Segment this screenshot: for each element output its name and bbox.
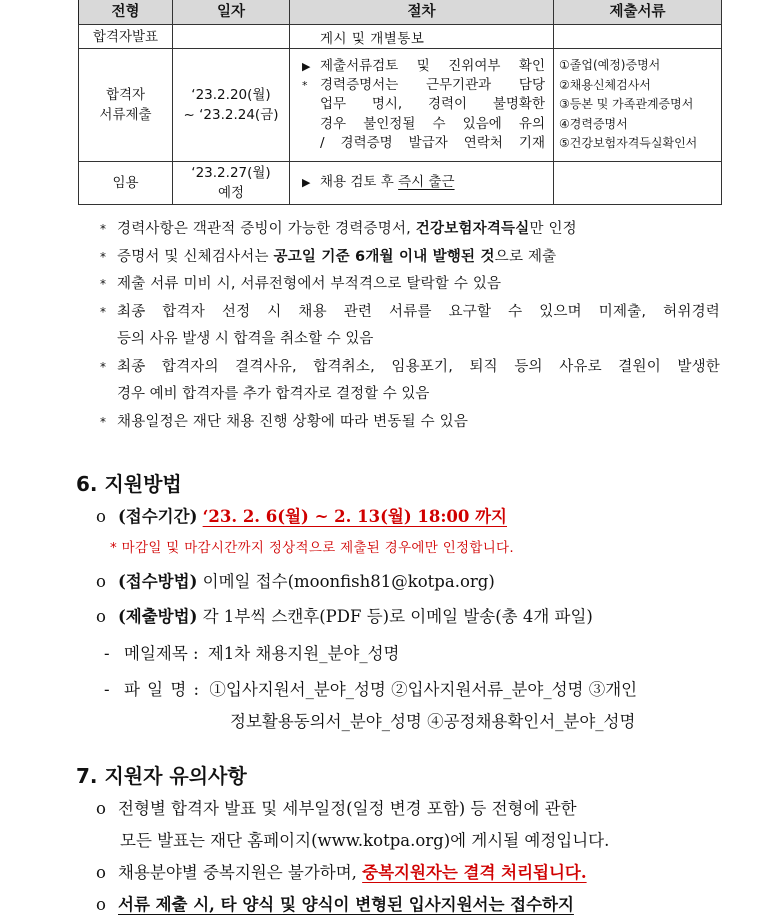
apply-period-note: * 마감일 및 마감시간까지 정상적으로 제출된 경우에만 인정합니다.	[110, 540, 514, 556]
submit-stage-line2: 서류제출	[99, 107, 152, 123]
header-date: 일자	[173, 0, 290, 25]
appoint-proc-item	[302, 173, 545, 192]
asterisk-icon: *	[100, 414, 106, 429]
announce-date	[173, 25, 290, 49]
appoint-procedure	[290, 162, 554, 205]
dash-marker: -	[104, 680, 110, 699]
mail-subject	[104, 640, 399, 664]
table-row-submit	[79, 49, 722, 162]
submit-date-line2: ~ ‘23.2.24(금)	[183, 107, 279, 123]
note-2-bold: 공고일 기준 6개월 이내 발행된 것	[273, 248, 495, 265]
note-3-text: 제출 서류 미비 시, 서류전형에서 부적격으로 탈락할 수 있음	[117, 276, 502, 292]
submit-method-label: (제출방법)	[118, 607, 198, 626]
bullet-o: o	[96, 507, 106, 526]
note-1-bold: 건강보험자격득실	[415, 221, 530, 237]
apply-period-value: ‘23. 2. 6(월) ~ 2. 13(월) 18:00 까지	[202, 507, 508, 526]
note-4-line1: 최종 합격자 선정 시 채용 관련 서류를 요구할 수 있으며 미제출, 허위경력	[117, 303, 720, 320]
appoint-date-line2: 예정	[217, 185, 245, 201]
file-names-line2: 정보활용동의서_분야_성명 ④공정채용확인서_분야_성명	[230, 712, 636, 731]
submit-procedure	[290, 49, 554, 162]
bullet-o: o	[96, 799, 106, 818]
notice-3	[96, 891, 574, 915]
submit-proc-line4-row	[302, 134, 545, 153]
announce-docs	[554, 25, 722, 49]
appoint-proc-text	[320, 173, 545, 192]
submit-proc-item-2	[302, 76, 545, 95]
submit-method-value: 각 1부씩 스캔후(PDF 등)로 이메일 발송(총 4개 파일)	[202, 607, 593, 626]
apply-method	[96, 568, 495, 592]
file-names-line1: ①입사지원서_분야_성명 ②입사지원서류_분야_성명 ③개인	[209, 680, 638, 699]
submit-date	[173, 49, 290, 162]
doc-item: ②채용신체검사서	[559, 77, 651, 92]
notice-1-text: 전형별 합격자 발표 및 세부일정(일정 변경 포함) 등 전형에 관한	[118, 799, 577, 818]
doc-item: ①졸업(예정)증명서	[559, 58, 661, 73]
file-names	[104, 676, 637, 700]
indent-spacer	[302, 95, 320, 114]
announce-procedure: 게시 및 개별통보	[290, 25, 554, 49]
submit-proc-item-1-text: 제출서류검토 및 진위여부 확인	[320, 57, 545, 74]
section-7-title: 7. 지원자 유의사항	[76, 764, 247, 788]
note-text	[117, 244, 720, 272]
asterisk-icon: *	[100, 304, 106, 319]
recruitment-schedule-table	[78, 0, 722, 205]
asterisk-icon: *	[100, 359, 106, 374]
bullet-o: o	[96, 572, 106, 591]
note-text	[117, 216, 720, 244]
submit-proc-line1: 경력증명서는 근무기관과 담당	[320, 77, 545, 94]
asterisk-icon: *	[302, 79, 308, 93]
notice-3-text: 서류 제출 시, 타 양식 및 양식이 변형된 입사지원서는 접수하지	[118, 895, 574, 914]
appoint-stage: 임용	[79, 162, 173, 205]
note-item	[100, 354, 720, 382]
announce-stage: 합격자발표	[79, 25, 173, 49]
dash-marker: -	[104, 644, 110, 663]
header-documents: 제출서류	[554, 0, 722, 25]
apply-method-value: 이메일 접수(moonfish81@kotpa.org)	[202, 572, 495, 591]
appoint-date	[173, 162, 290, 205]
submit-proc-line2-row	[302, 95, 545, 114]
header-procedure: 절차	[290, 0, 554, 25]
header-stage: 전형	[79, 0, 173, 25]
submit-proc-line3-row	[302, 115, 545, 134]
notes-list	[100, 216, 720, 436]
notice-2-pre: 채용분야별 중복지원은 불가하며,	[118, 863, 363, 882]
asterisk-icon: *	[100, 277, 106, 291]
bullet-o: o	[96, 863, 106, 882]
notice-1-line1	[96, 795, 577, 819]
note-5-line1: 최종 합격자의 결격사유, 합격취소, 임용포기, 퇴직 등의 사유로 결원이 발생한	[117, 358, 720, 375]
submit-method	[96, 603, 593, 627]
doc-item: ③등본 및 가족관계증명서	[559, 97, 694, 112]
note-item	[100, 271, 720, 299]
asterisk-icon: *	[100, 222, 106, 236]
bullet-o: o	[96, 895, 106, 914]
appoint-date-line1: ‘23.2.27(월)	[191, 165, 271, 181]
notice-2	[96, 859, 587, 883]
note-2-post: 으로 제출	[494, 248, 557, 265]
submit-stage-line1: 합격자	[105, 87, 146, 103]
submit-proc-line3: 경우 불인정될 수 있음에 유의	[320, 115, 545, 132]
notice-2-bold: 중복지원자는 결격 처리됩니다.	[362, 863, 587, 882]
table-header-row	[79, 0, 722, 25]
submit-proc-line4: / 경력증명 발급자 연락처 기재	[320, 134, 545, 151]
note-item	[100, 216, 720, 244]
mail-subject-label: 메일제목 :	[124, 644, 199, 663]
mail-subject-value: 제1차 채용지원_분야_성명	[207, 644, 400, 663]
apply-period-label: (접수기간)	[118, 507, 198, 526]
note-1-post: 만 인정	[529, 221, 577, 237]
apply-method-label: (접수방법)	[118, 572, 198, 591]
submit-proc-item-1	[302, 57, 545, 76]
table-row-appoint	[79, 162, 722, 205]
note-5-line2: 경우 예비 합격자를 추가 합격자로 결정할 수 있음	[117, 386, 430, 402]
bullet-o: o	[96, 607, 106, 626]
notice-1-line2: 모든 발표는 재단 홈페이지(www.kotpa.org)에 게시될 예정입니다.	[120, 831, 610, 850]
submit-documents	[554, 49, 722, 162]
note-item	[100, 244, 720, 272]
note-4-line2: 등의 사유 발생 시 합격을 취소할 수 있음	[117, 331, 374, 347]
appoint-proc-underlined: 즉시 출근	[398, 174, 455, 191]
apply-period	[96, 503, 507, 527]
submit-stage	[79, 49, 173, 162]
asterisk-icon: *	[100, 249, 106, 264]
note-2-pre: 증명서 및 신체검사서는	[117, 248, 274, 265]
appoint-docs	[554, 162, 722, 205]
note-1-pre: 경력사항은 객관적 증빙이 가능한 경력증명서,	[117, 221, 416, 237]
doc-item: ⑤건강보험자격득실확인서	[559, 136, 698, 151]
submit-proc-line2: 업무 명시, 경력이 불명확한	[320, 96, 545, 113]
note-item	[100, 409, 720, 437]
note-6-text: 채용일정은 재단 채용 진행 상황에 따라 변동될 수 있음	[117, 413, 469, 430]
arrow-icon: ▶	[302, 59, 311, 73]
submit-date-line1: ‘23.2.20(월)	[191, 87, 271, 103]
file-names-label: 파 일 명 :	[124, 680, 201, 699]
note-item	[100, 299, 720, 327]
appoint-proc-pre: 채용 검토 후	[320, 174, 399, 191]
doc-item: ④경력증명서	[559, 116, 628, 131]
table-row-announce	[79, 25, 722, 49]
indent-spacer	[302, 134, 320, 153]
arrow-icon: ▶	[302, 176, 311, 190]
section-6-title: 6. 지원방법	[76, 472, 182, 496]
indent-spacer	[302, 115, 320, 134]
